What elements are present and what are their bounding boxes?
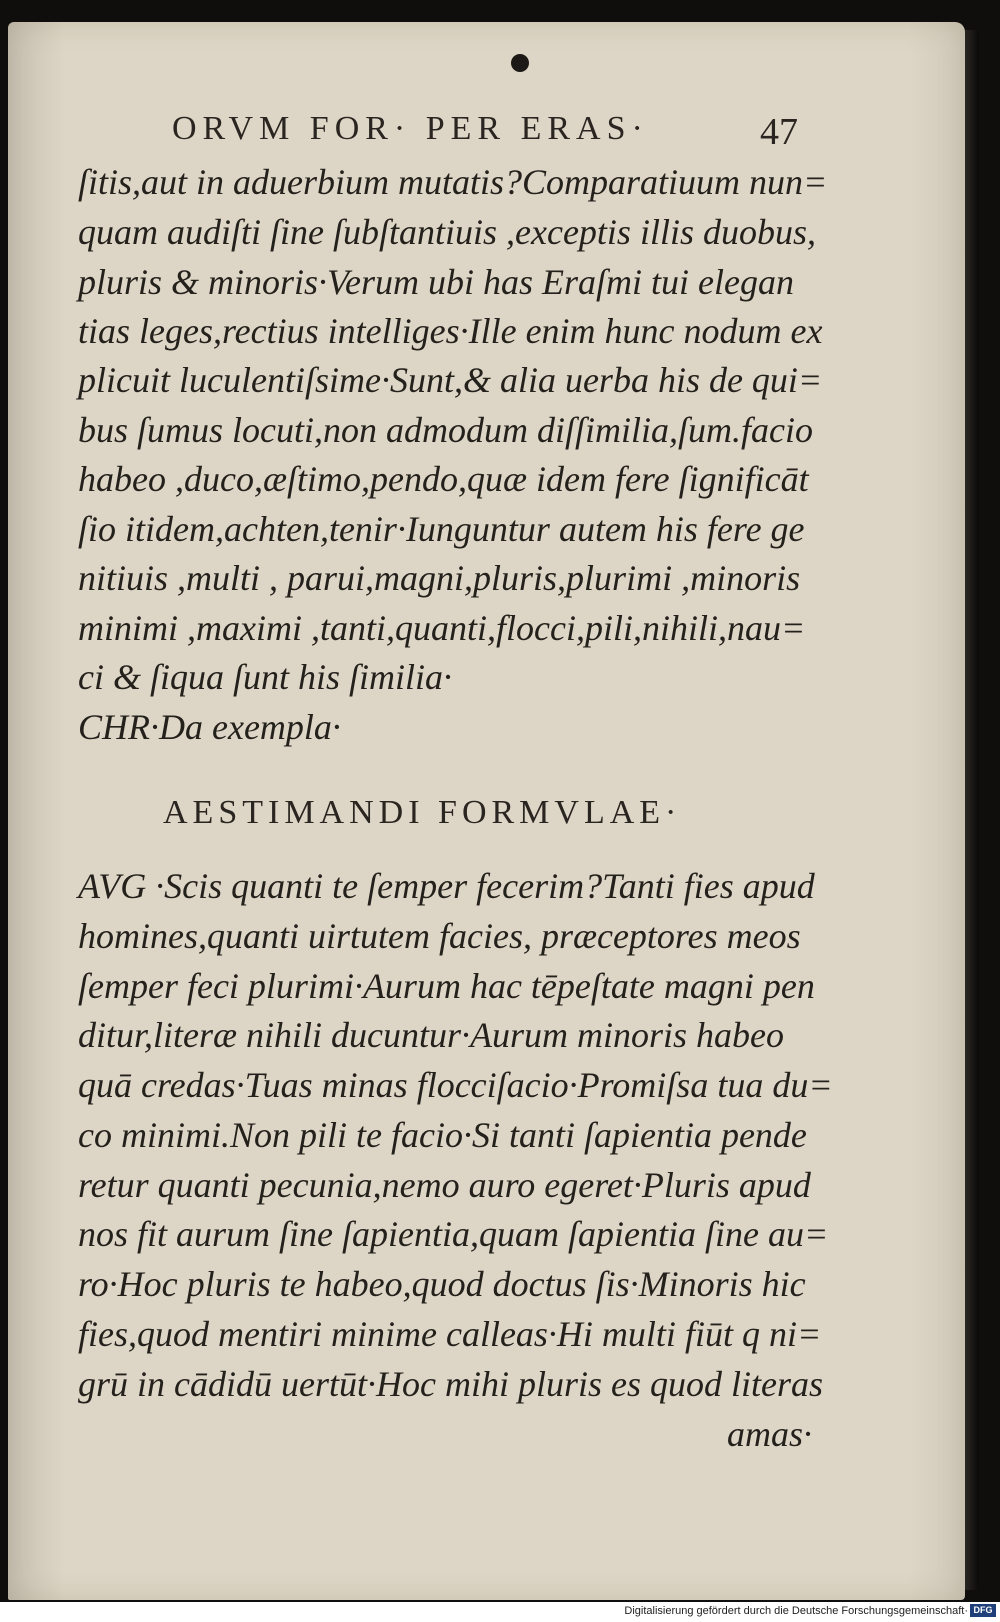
text-line: ro·Hoc pluris te habeo,quod doctus ſis·Minoris hic [78, 1264, 806, 1304]
text-line: co minimi.Non pili te facio·Si tanti ſapientia pende [78, 1115, 807, 1155]
ornament-dot-icon [511, 54, 529, 72]
text-line: ci & ſiqua ſunt his ſimilia· [78, 657, 453, 697]
text-line: ſemper feci plurimi·Aurum hac tēpeſtate magni pen [78, 966, 815, 1006]
text-line: ſitis,aut in aduerbium mutatis?Comparatiuum nun= [78, 162, 828, 202]
text-line: CHR·Da exempla· [78, 707, 341, 747]
text-line: plicuit luculentiſsime·Sunt,& alia uerba his de qui= [78, 360, 823, 400]
text-line: fies,quod mentiri minime calleas·Hi multi fiūt q ni= [78, 1314, 822, 1354]
text-line: minimi ,maximi ,tanti,quanti,flocci,pili,nihili,nau= [78, 608, 806, 648]
text-line: tias leges,rectius intelliges·Ille enim hunc nodum ex [78, 311, 823, 351]
section-heading: AESTIMANDI FORMVLAE· [163, 794, 682, 831]
text-line: ditur,literæ nihili ducuntur·Aurum minoris habeo [78, 1015, 785, 1055]
text-line: nitiuis ,multi , parui,magni,pluris,plurimi ,minoris [78, 558, 801, 598]
text-line: nos fit aurum ſine ſapientia,quam ſapientia ſine au= [78, 1214, 829, 1254]
digitization-credit: Digitalisierung gefördert durch die Deutsche Forschungsgemeinschaft· [624, 1605, 968, 1617]
text-line: habeo ,duco,æſtimo,pendo,quæ idem fere ſignificāt [78, 459, 809, 499]
text-line: grū in cādidū uertūt·Hoc mihi pluris es quod literas [78, 1364, 823, 1404]
running-head: ORVM FOR· PER ERAS· [172, 110, 649, 147]
text-line: homines,quanti uirtutem facies, præceptores meos [78, 916, 801, 956]
text-line: ſio itidem,achten,tenir·Iunguntur autem his fere ge [78, 509, 805, 549]
text-line: quā credas·Tuas minas flocciſacio·Promiſsa tua du= [78, 1065, 833, 1105]
dfg-logo-icon: DFG [970, 1604, 996, 1617]
book-fore-edge [965, 30, 979, 1590]
text-line: pluris & minoris·Verum ubi has Eraſmi tui elegan [78, 262, 795, 302]
catchword: amas· [726, 1414, 812, 1454]
text-line: AVG ·Scis quanti te ſemper fecerim?Tanti fies apud [78, 866, 815, 906]
page-number: 47 [760, 111, 798, 153]
text-line: quam audiſti ſine ſubſtantiuis ,exceptis illis duobus, [78, 212, 816, 252]
text-line: bus ſumus locuti,non admodum diſſimilia,ſum.facio [78, 410, 813, 450]
text-line: retur quanti pecunia,nemo auro egeret·Pluris apud [78, 1165, 811, 1205]
